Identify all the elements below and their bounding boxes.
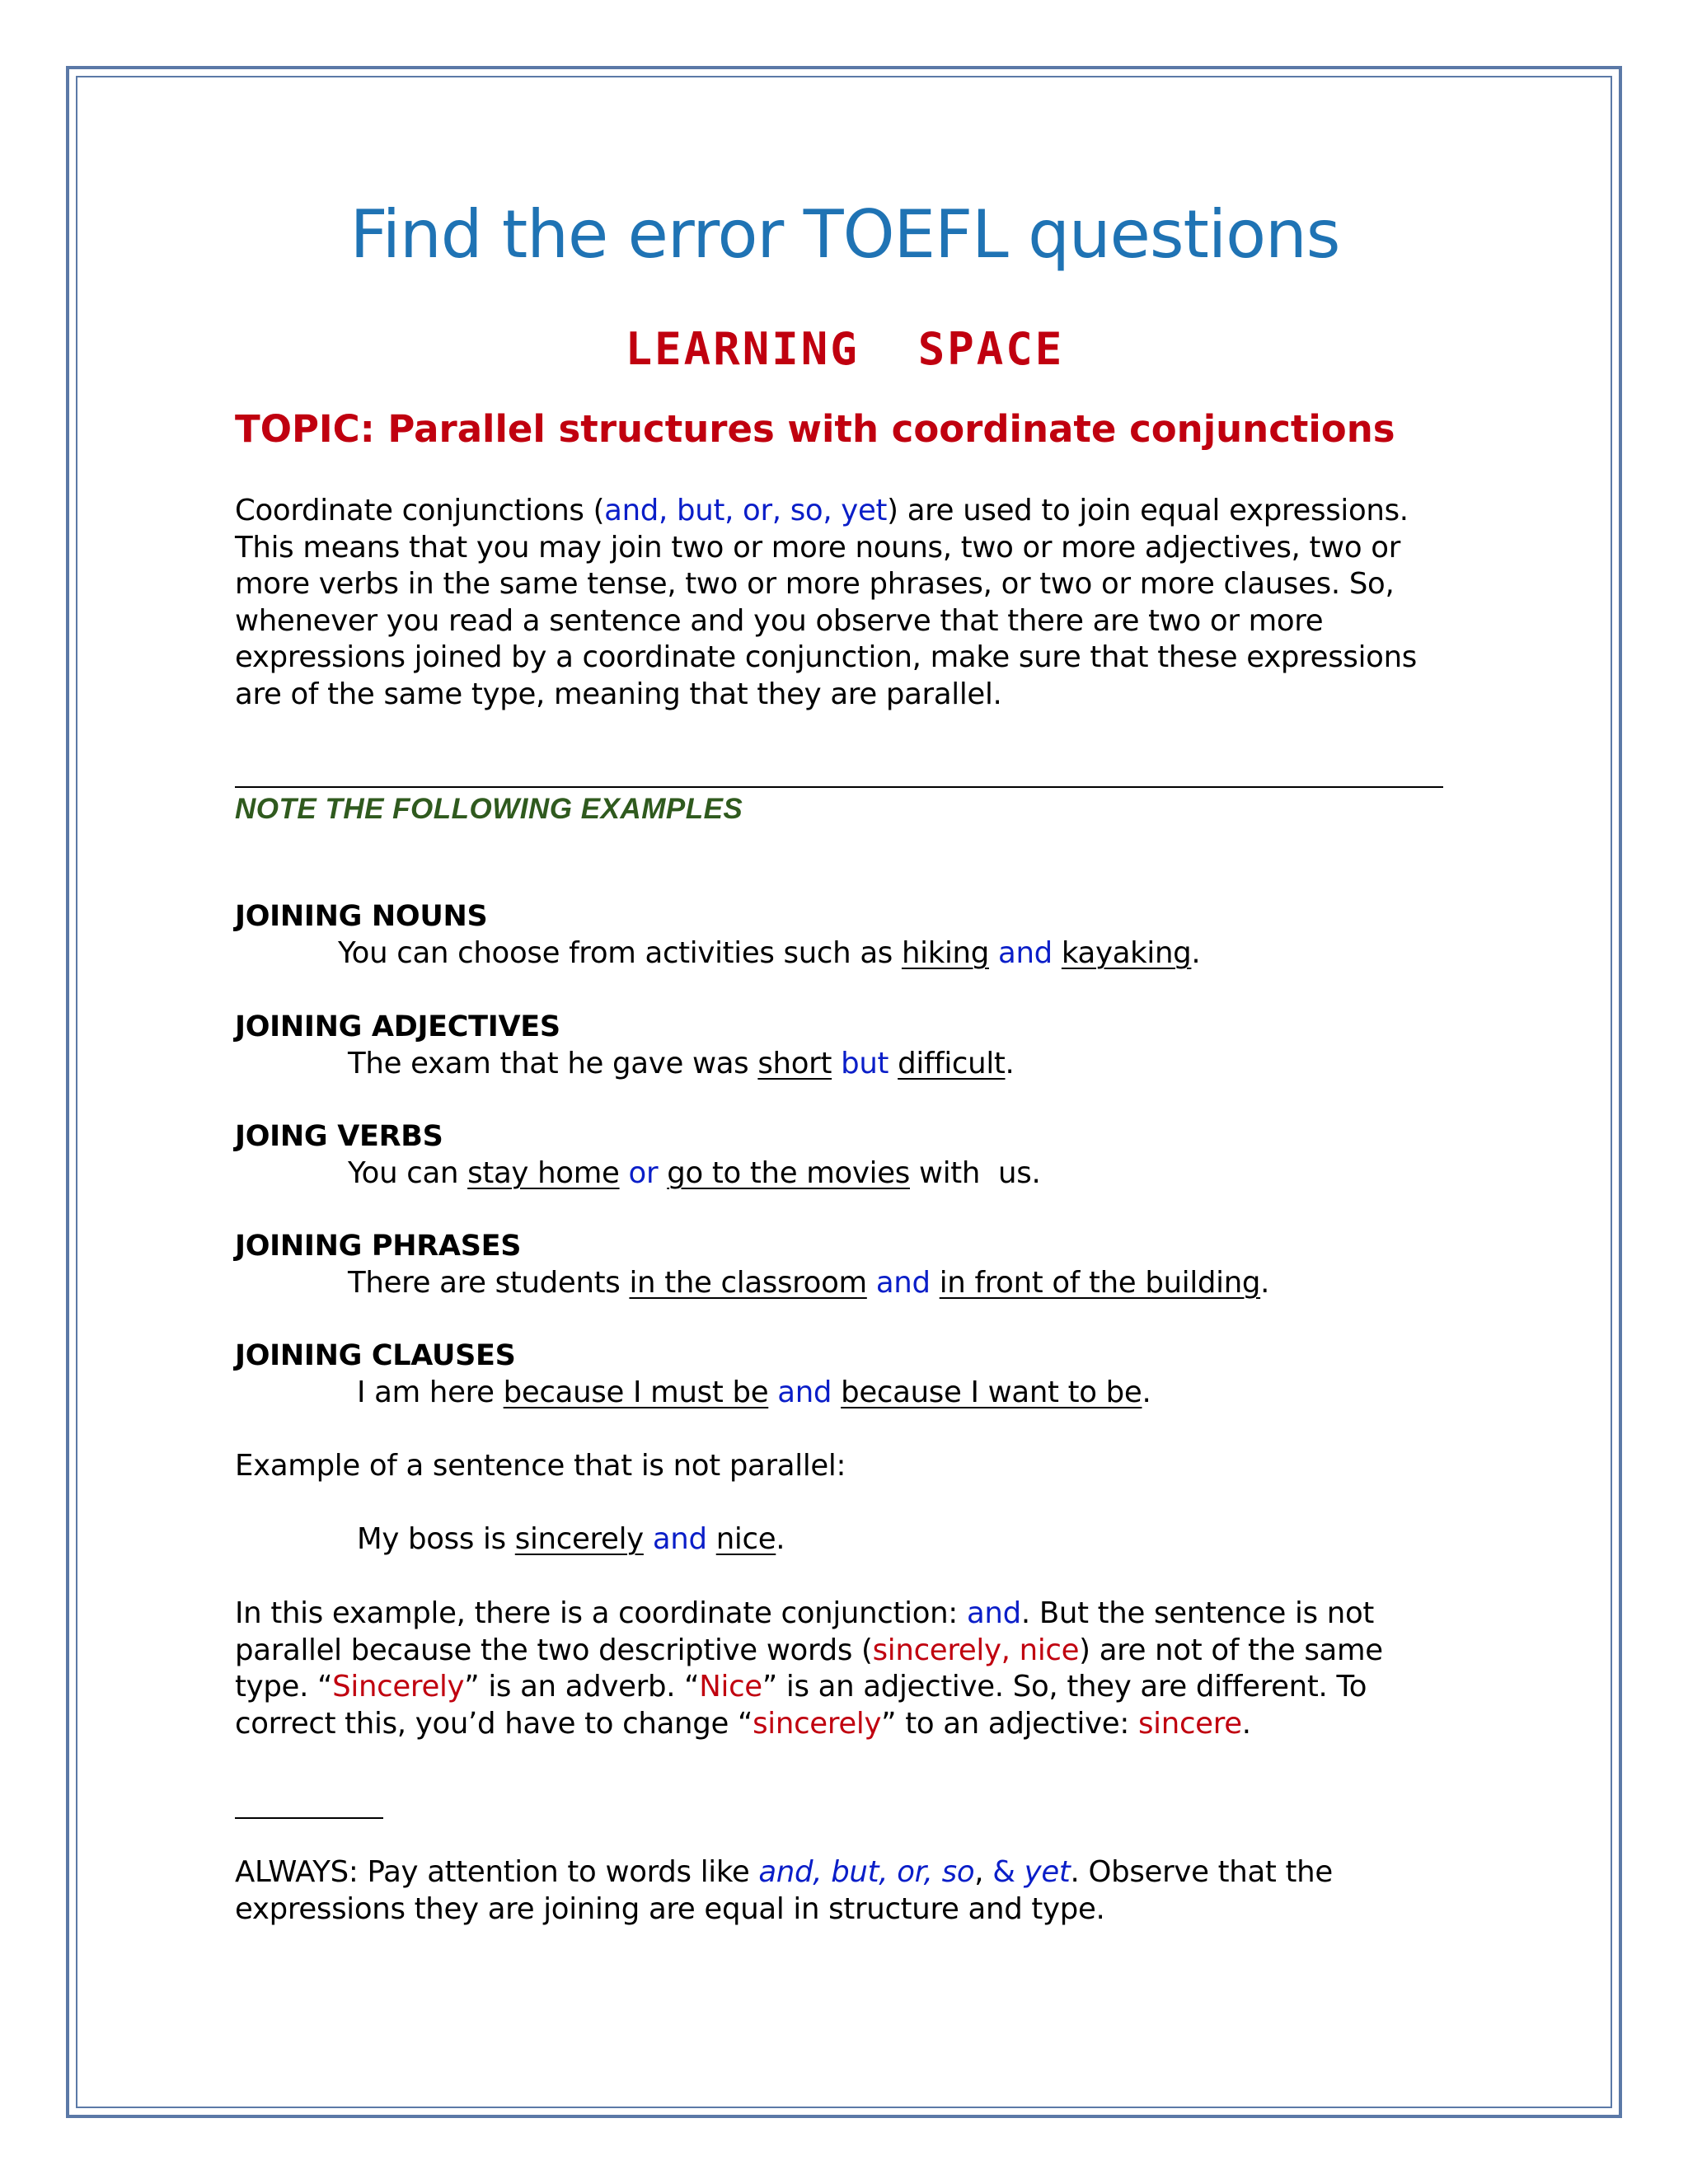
example-sentence-adjectives <box>348 1047 1015 1080</box>
explanation-text: . <box>1241 1706 1251 1741</box>
topic-heading: TOPIC: Parallel structures with coordinate conjunctions <box>235 407 1395 451</box>
example-heading-adjectives: JOINING ADJECTIVES <box>235 1010 560 1043</box>
example-part-b: in front of the building <box>939 1266 1261 1300</box>
explanation-highlight: sincere <box>1137 1706 1242 1741</box>
intro-text-2: ) are used to join equal expressions. This means that you may join two or more nouns, two or more adjectives, two or more verbs in the same tense, two or more phrases, or two or more clauses. So, whenever you read a sentence and you observe that there are two or more expressions joined by a coordinate conjunction, make sure that these expressions are of the same type, meaning that they are parallel. <box>235 494 1417 711</box>
explanation-highlight: Nice <box>699 1670 762 1704</box>
example-text-end: . <box>1260 1266 1270 1300</box>
explanation-text: ” is an adjective. So, they are different. To correct this, you’d have to change “ <box>235 1670 1367 1741</box>
explanation-text: In this example, there is a coordinate conjunction: <box>235 1596 967 1630</box>
example-text: I am here <box>357 1376 504 1409</box>
not-parallel-example <box>357 1522 785 1556</box>
example-conjunction: or <box>628 1156 659 1190</box>
example-part-a: because I must be <box>503 1376 769 1409</box>
always-paragraph <box>235 1854 1455 1928</box>
section-divider <box>235 786 1443 788</box>
example-text-end: with us. <box>909 1156 1041 1190</box>
example-text-end: . <box>1191 936 1201 970</box>
explanation-text: ) are not of the same type. “ <box>235 1633 1383 1704</box>
example-part-a: sincerely <box>514 1522 644 1556</box>
example-sentence-phrases <box>348 1266 1269 1300</box>
example-sentence-verbs <box>348 1156 1040 1190</box>
example-heading-nouns: JOINING NOUNS <box>235 900 488 933</box>
example-text-end: . <box>776 1522 785 1556</box>
example-heading-phrases: JOINING PHRASES <box>235 1230 522 1263</box>
intro-conjunctions: and, but, or, so, yet <box>604 494 888 527</box>
always-text: , <box>974 1855 993 1889</box>
always-ampersand: & <box>992 1855 1015 1889</box>
example-heading-verbs: JOING VERBS <box>235 1120 443 1153</box>
explanation-highlight: Sincerely <box>332 1670 465 1704</box>
example-part-a: hiking <box>901 936 989 970</box>
always-keywords: and, but, or, so <box>758 1855 975 1889</box>
example-part-b: nice <box>715 1522 776 1556</box>
example-part-a: in the classroom <box>629 1266 867 1300</box>
page-title: Find the error TOEFL questions <box>349 196 1340 273</box>
example-part-b: difficult <box>898 1047 1006 1080</box>
example-conjunction: and <box>652 1522 707 1556</box>
example-text: You can <box>348 1156 468 1190</box>
intro-text-1: Coordinate conjunctions ( <box>235 494 605 527</box>
explanation-conjunction: and <box>966 1596 1021 1630</box>
example-text: There are students <box>348 1266 630 1300</box>
always-keywords: yet <box>1024 1855 1071 1889</box>
example-text: You can choose from activities such as <box>338 936 902 970</box>
page-border-inner <box>76 76 1612 2108</box>
example-conjunction: but <box>841 1047 889 1080</box>
page-subtitle: LEARNING SPACE <box>625 323 1065 375</box>
example-part-a: short <box>757 1047 832 1080</box>
intro-paragraph <box>235 493 1455 713</box>
example-sentence-clauses <box>357 1376 1151 1409</box>
explanation-text: ” is an adverb. “ <box>464 1670 700 1704</box>
explanation-highlight: sincerely, nice <box>872 1633 1080 1667</box>
example-part-b: go to the movies <box>667 1156 910 1190</box>
example-text: The exam that he gave was <box>348 1047 758 1080</box>
example-text-end: . <box>1005 1047 1015 1080</box>
example-part-a: stay home <box>467 1156 620 1190</box>
explanation-highlight: sincerely <box>753 1706 882 1741</box>
always-text <box>1015 1855 1025 1889</box>
example-heading-clauses: JOINING CLAUSES <box>235 1339 516 1372</box>
always-text: . Observe that the expressions they are joining are equal in structure and type. <box>235 1855 1333 1926</box>
short-divider <box>235 1817 383 1819</box>
explanation-paragraph <box>235 1596 1455 1742</box>
not-parallel-intro: Example of a sentence that is not parallel: <box>235 1449 846 1483</box>
explanation-text: ” to an adjective: <box>881 1706 1138 1741</box>
example-conjunction: and <box>875 1266 931 1300</box>
example-text-end: . <box>1142 1376 1151 1409</box>
example-conjunction: and <box>998 936 1053 970</box>
always-text: ALWAYS: Pay attention to words like <box>235 1855 759 1889</box>
explanation-text: . But the sentence is not parallel because the two descriptive words ( <box>235 1596 1375 1667</box>
example-sentence-nouns <box>338 936 1200 970</box>
example-part-b: kayaking <box>1061 936 1192 970</box>
example-conjunction: and <box>777 1376 832 1409</box>
example-part-b: because I want to be <box>841 1376 1142 1409</box>
note-heading: NOTE THE FOLLOWING EXAMPLES <box>235 793 743 825</box>
example-text: My boss is <box>357 1522 515 1556</box>
